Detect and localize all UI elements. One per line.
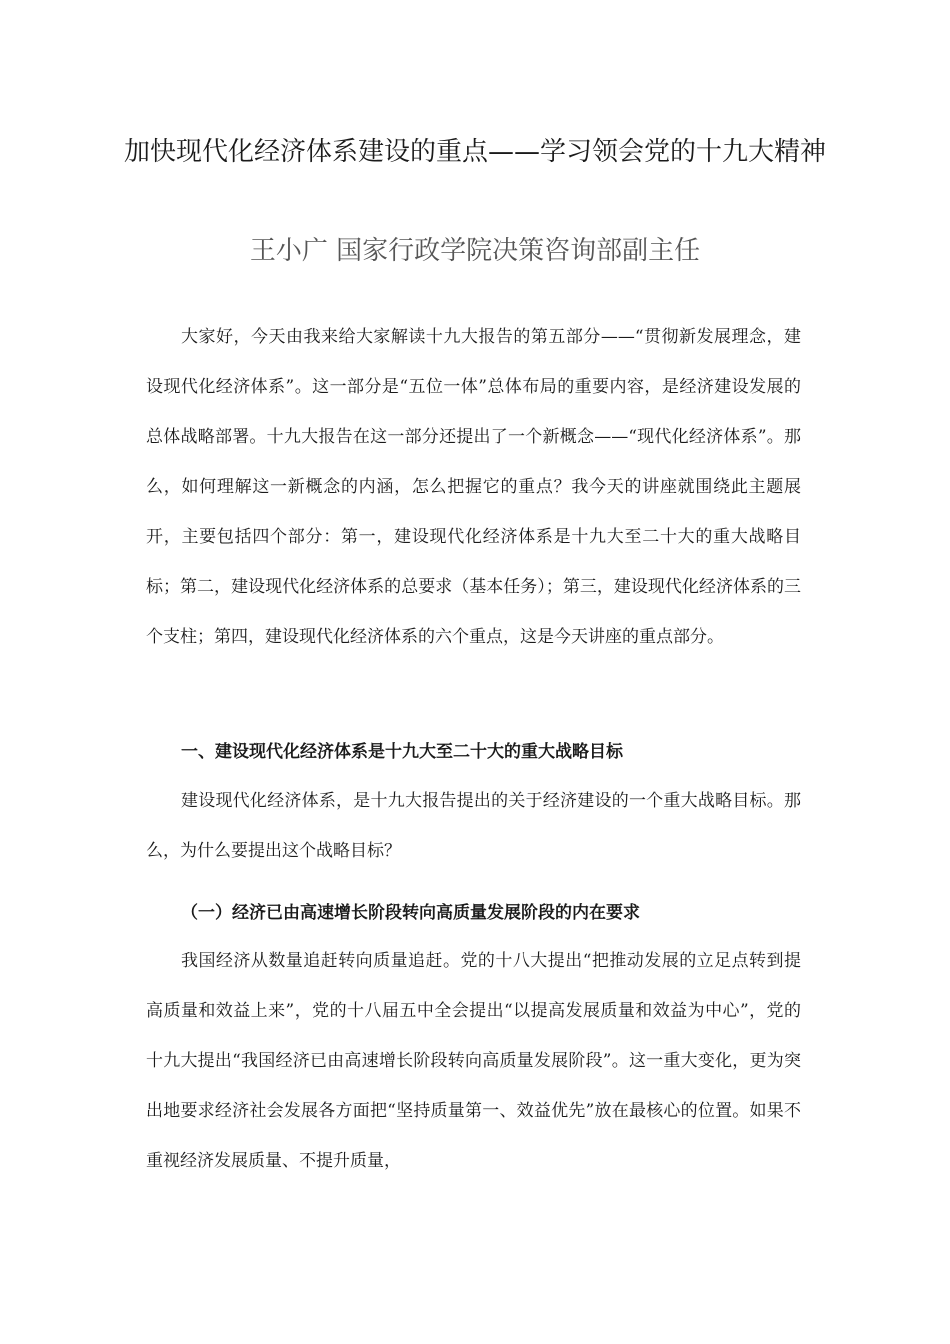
subsection-heading-1: （一）经济已由高速增长阶段转向高质量发展阶段的内在要求 xyxy=(181,903,640,923)
author-line: 王小广 国家行政学院决策咨询部副主任 xyxy=(249,236,701,266)
section1-paragraph: 建设现代化经济体系，是十九大报告提出的关于经济建设的一个重大战略目标。那么，为什么要提出这个战略目标？ xyxy=(146,791,801,861)
intro-paragraph: 大家好，今天由我来给大家解读十九大报告的第五部分——“贯彻新发展理念，建设现代化经济体系”。这一部分是“五位一体”总体布局的重要内容，是经济建设发展的总体战略部署。十九大报告在这一部分还提出了一个新概念——“现代化经济体系”。那么，如何理解这一新概念的内涵，怎么把握它的重点？我今天的讲座就围绕此主题展开，主要包括四个部分：第一，建设现代化经济体系是十九大至二十大的重大战略目标；第二，建设现代化经济体系的总要求（基本任务）；第三，建设现代化经济体系的三个支柱；第四，建设现代化经济体系的六个重点，这是今天讲座的重点部分。 xyxy=(146,327,801,647)
section-heading-1: 一、建设现代化经济体系是十九大至二十大的重大战略目标 xyxy=(181,742,623,762)
subsection1-paragraph: 我国经济从数量追赶转向质量追赶。党的十八大提出“把推动发展的立足点转到提高质量和效益上来”，党的十八届五中全会提出“以提高发展质量和效益为中心”，党的十九大提出“我国经济已由高速增长阶段转向高质量发展阶段”。这一重大变化，更为突出地要求经济社会发展各方面把“坚持质量第一、效益优先”放在最核心的位置。如果不重视经济发展质量、不提升质量， xyxy=(146,951,801,1171)
document-title: 加快现代化经济体系建设的重点——学习领会党的十九大精神 xyxy=(123,137,826,167)
